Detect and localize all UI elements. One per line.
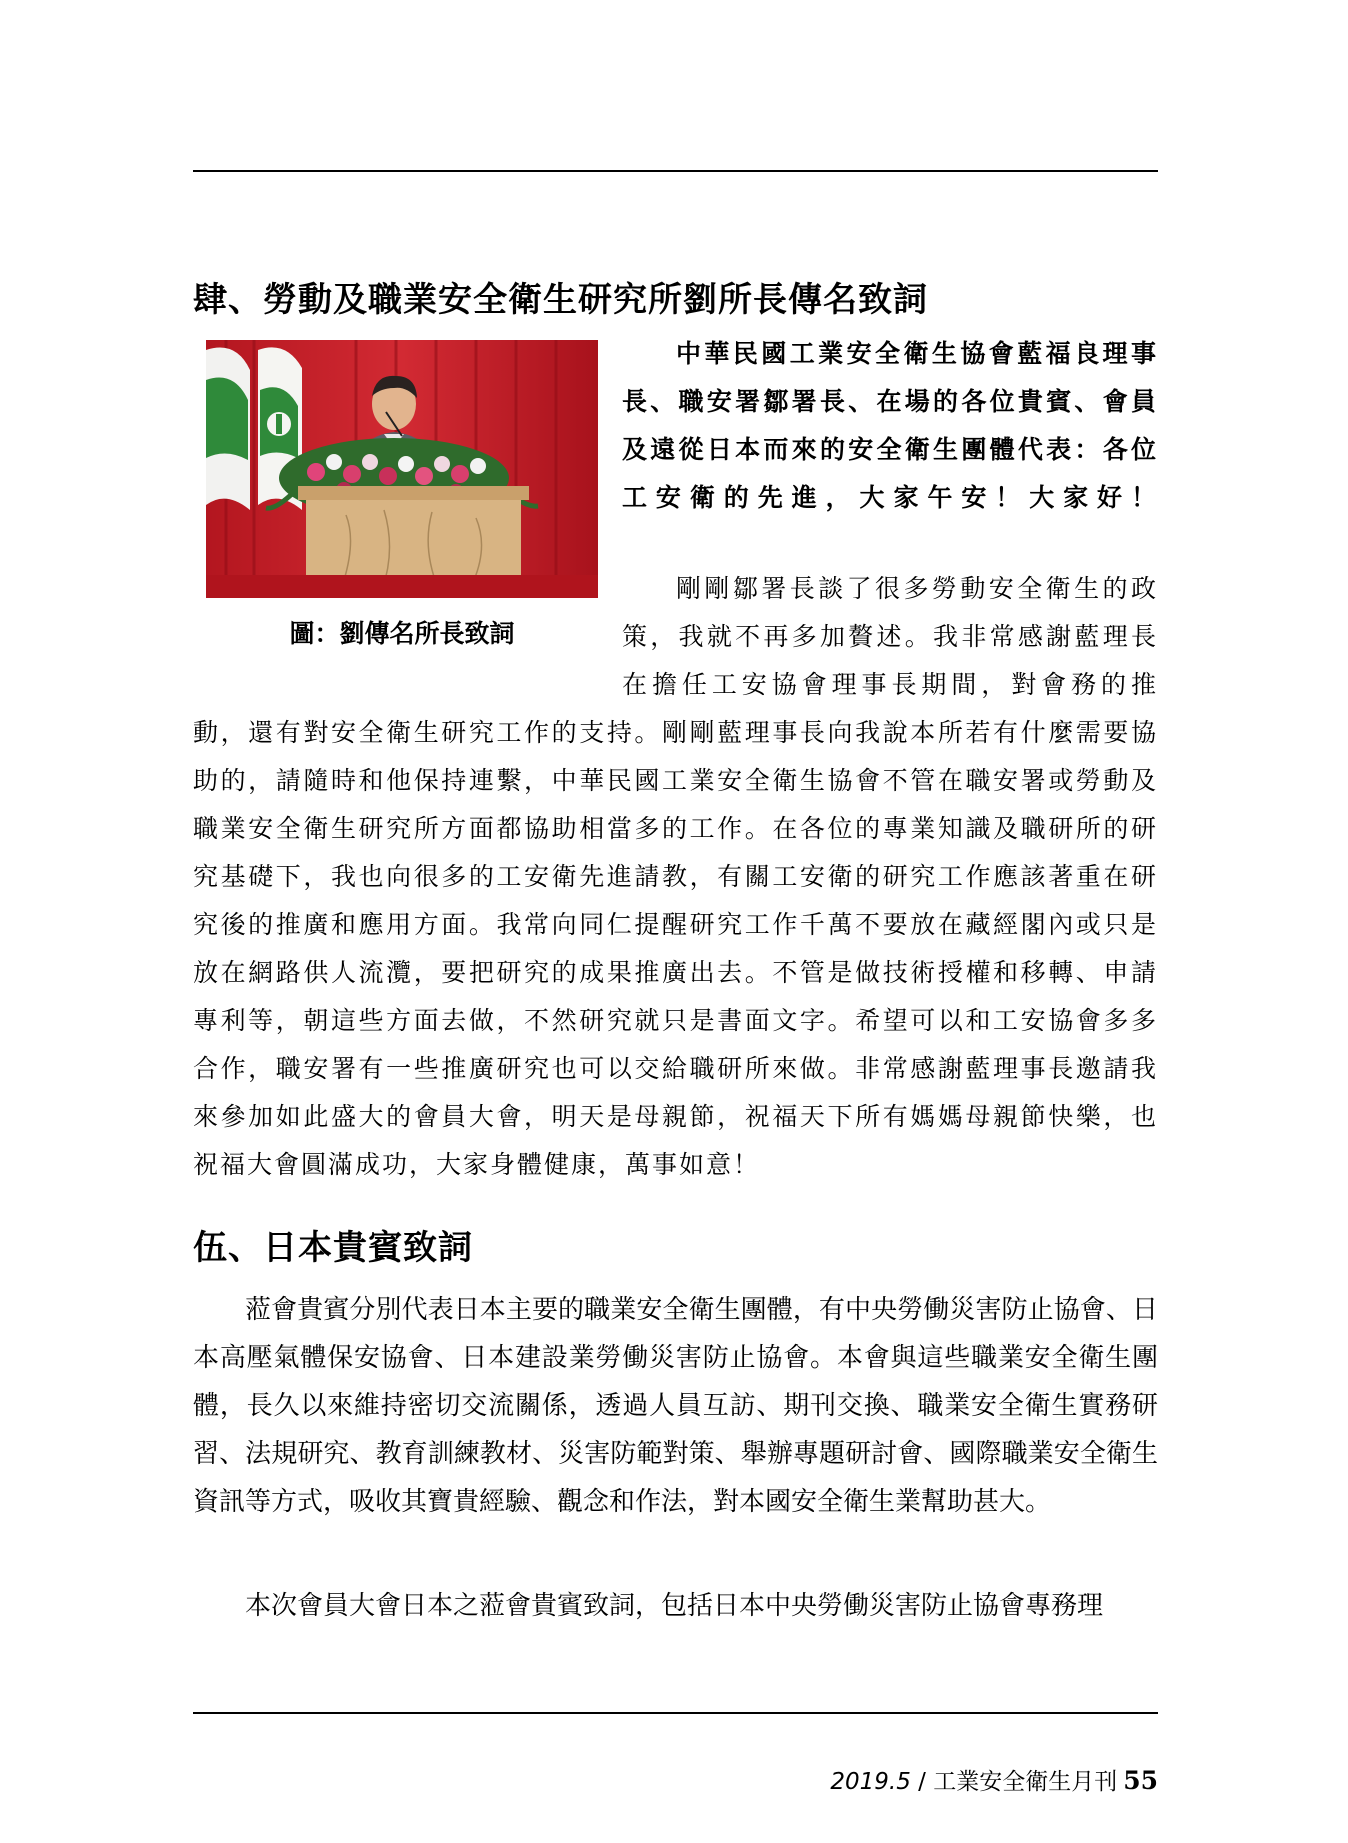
speech-paragraph-continued: 動，還有對安全衛生研究工作的支持。剛剛藍理事長向我說本所若有什麼需要協助的，請隨時和他保持連繫，中華民國工業安全衛生協會不管在職安署或勞動及職業安全衛生研究所方面都協助相當多的工作。在各位的專業知識及職研所的研究基礎下，我也向很多的工安衛先進請教，有關工安衛的研究工作應該著重在研究後的推廣和應用方面。我常向同仁提醒研究工作千萬不要放在藏經閣內或只是放在網路供人流灠，要把研究的成果推廣出去。不管是做技術授權和移轉、申請專利等，朝這些方面去做，不然研究就只是書面文字。希望可以和工安協會多多合作，職安署有一些推廣研究也可以交給職研所來做。非常感謝藍理事長邀請我來參加如此盛大的會員大會，明天是母親節，祝福天下所有媽媽母親節快樂，也祝福大會圓滿成功，大家身體健康，萬事如意！ <box>193 718 1158 1179</box>
speaker-photo-illustration <box>206 340 598 598</box>
speaker-photo <box>206 340 598 598</box>
header-rule <box>193 170 1158 172</box>
speech-paragraph-wrapped: 剛剛鄒署長談了很多勞動安全衛生的政策，我就不再多加贅述。我非常感謝藍理長在擔任工安協會理事長期間，對會務的推 <box>622 574 1158 699</box>
section-heading-5: 伍、日本貴賓致詞 <box>193 1228 473 1268</box>
speech-greeting: 中華民國工業安全衛生協會藍福良理事長、職安署鄒署長、在場的各位貴賓、會員及遠從日本而來的安全衛生團體代表：各位工安衛的先進，大家午安！大家好！ <box>622 339 1158 512</box>
footer-date: 2019.5 <box>830 1769 911 1795</box>
page-number: 55 <box>1123 1766 1158 1795</box>
footer-publication: 工業安全衛生月刊 <box>933 1769 1118 1795</box>
footer-rule <box>193 1712 1158 1714</box>
section-heading-4: 肆、勞動及職業安全衛生研究所劉所長傳名致詞 <box>193 280 928 320</box>
section5-paragraph-2: 本次會員大會日本之蒞會貴賓致詞，包括日本中央勞働災害防止協會專務理 <box>245 1591 1104 1621</box>
section5-paragraph-1: 蒞會貴賓分別代表日本主要的職業安全衛生團體，有中央勞働災害防止協會、日本高壓氣體保安協會、日本建設業勞働災害防止協會。本會與這些職業安全衛生團體，長久以來維持密切交流關係，透過人員互訪、期刊交換、職業安全衛生實務研習、法規研究、教育訓練教材、災害防範對策、舉辦專題研討會、國際職業安全衛生資訊等方式，吸收其寶貴經驗、觀念和作法，對本國安全衛生業幫助甚大。 <box>193 1295 1158 1517</box>
page-footer <box>830 1763 1158 1796</box>
photo-caption: 圖：劉傳名所長致詞 <box>289 619 515 648</box>
footer-separator: / <box>910 1769 934 1795</box>
